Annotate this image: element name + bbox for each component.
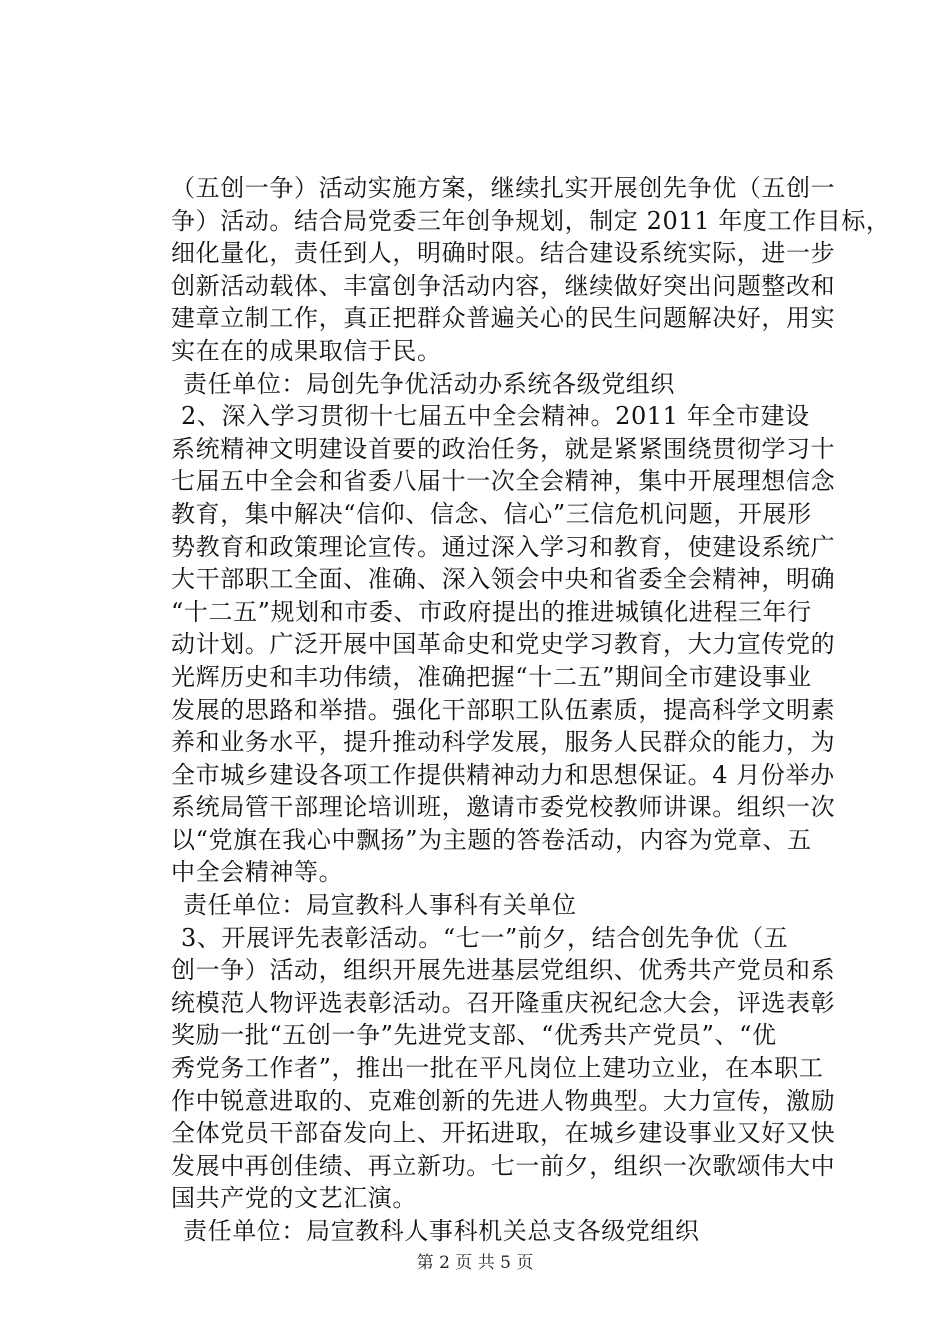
item-heading-line: 2、深入学习贯彻十七届五中全会精神。2011 年全市建设 [181, 402, 810, 431]
responsible-unit-line: 责任单位：局宣教科人事科有关单位 [183, 891, 577, 920]
text-line: 建章立制工作，真正把群众普遍关心的民生问题解决好，用实 [171, 304, 836, 333]
text-line: 创新活动载体、丰富创争活动内容，继续做好突出问题整改和 [171, 271, 836, 300]
text-line: 统模范人物评选表彰活动。召开隆重庆祝纪念大会，评选表彰 [171, 988, 836, 1017]
text-line: 实在在的成果取信于民。 [171, 336, 442, 365]
text-line: 争）活动。结合局党委三年创争规划，制定 2011 年度工作目标， [171, 206, 891, 235]
text-line: 发展的思路和举措。强化干部职工队伍素质，提高科学文明素 [171, 695, 836, 724]
text-line: 作中锐意进取的、克难创新的先进人物典型。大力宣传，激励 [171, 1086, 836, 1115]
text-line: 发展中再创佳绩、再立新功。七一前夕，组织一次歌颂伟大中 [171, 1151, 836, 1180]
text-line: 创一争）活动，组织开展先进基层党组织、优秀共产党员和系 [171, 956, 836, 985]
text-line: 细化量化，责任到人，明确时限。结合建设系统实际，进一步 [171, 239, 836, 268]
text-line: 全体党员干部奋发向上、开拓进取，在城乡建设事业又好又快 [171, 1119, 836, 1148]
text-line: 系统局管干部理论培训班，邀请市委党校教师讲课。组织一次 [171, 793, 836, 822]
text-line: 全市城乡建设各项工作提供精神动力和思想保证。4 月份举办 [171, 760, 835, 789]
text-line: 国共产党的文艺汇演。 [171, 1184, 417, 1213]
text-line: 养和业务水平，提升推动科学发展，服务人民群众的能力，为 [171, 728, 836, 757]
page-number: 第 2 页 共 5 页 [416, 1253, 534, 1273]
document-body [171, 172, 891, 1248]
text-line: 以“党旗在我心中飘扬”为主题的答卷活动，内容为党章、五 [171, 825, 812, 854]
text-line: 秀党务工作者”，推出一批在平凡岗位上建功立业，在本职工 [171, 1054, 824, 1083]
text-line: （五创一争）活动实施方案，继续扎实开展创先争优（五创一 [171, 174, 836, 202]
text-line: 势教育和政策理论宣传。通过深入学习和教育，使建设系统广 [171, 532, 836, 561]
text-line: 教育，集中解决“信仰、信念、信心”三信危机问题，开展形 [171, 499, 812, 528]
text-line: 光辉历史和丰功伟绩，准确把握“十二五”期间全市建设事业 [171, 662, 812, 691]
text-line: “十二五”规划和市委、市政府提出的推进城镇化进程三年行 [171, 597, 812, 626]
text-line: 中全会精神等。 [171, 858, 344, 887]
responsible-unit-line: 责任单位：局宣教科人事科机关总支各级党组织 [183, 1217, 700, 1245]
text-line: 系统精神文明建设首要的政治任务，就是紧紧围绕贯彻学习十 [171, 434, 836, 463]
responsible-unit-line: 责任单位：局创先争优活动办系统各级党组织 [183, 369, 675, 398]
item-heading-line: 3、开展评先表彰活动。“七一”前夕，结合创先争优（五 [181, 923, 789, 952]
text-line: 七届五中全会和省委八届十一次全会精神，集中开展理想信念 [171, 467, 836, 496]
text-line: 奖励一批“五创一争”先进党支部、“优秀共产党员”、“优 [171, 1021, 777, 1050]
text-line: 大干部职工全面、准确、深入领会中央和省委全会精神，明确 [171, 565, 836, 594]
text-line: 动计划。广泛开展中国革命史和党史学习教育，大力宣传党的 [171, 630, 836, 659]
